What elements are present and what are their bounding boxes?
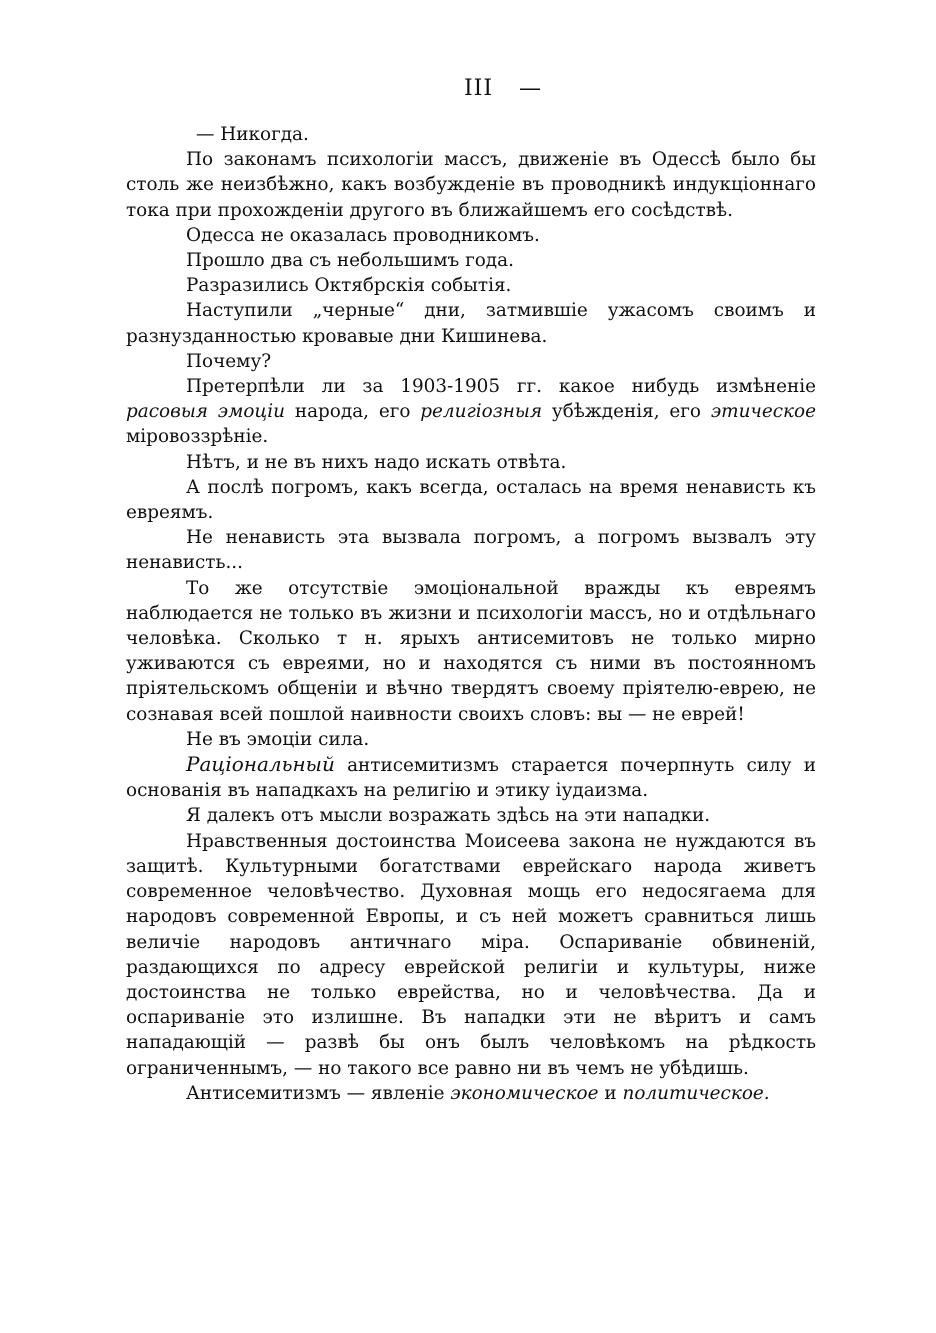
italic-text: Раціональный [186, 752, 335, 777]
paragraph [126, 248, 816, 273]
italic-text: этическое [710, 401, 816, 423]
paragraph [126, 349, 816, 374]
paragraph [126, 727, 816, 752]
paragraph [126, 475, 816, 525]
text-run: А послѣ погромъ, какъ всегда, осталась на время ненависть къ евреямъ. [126, 476, 816, 524]
text-run: и [598, 1082, 623, 1104]
page-header [0, 76, 936, 101]
paragraph [126, 147, 816, 223]
text-run: Претерпѣли ли за 1903-1905 гг. какое нибудь измѣненіе [186, 376, 816, 398]
body-text [126, 122, 816, 1106]
paragraph [126, 1081, 816, 1106]
italic-text: политическое. [622, 1082, 770, 1104]
page-number-dash: — [519, 76, 543, 101]
paragraph [126, 752, 816, 803]
paragraph [126, 803, 816, 828]
text-run: По законамъ психологіи массъ, движеніе въ Одессѣ было бы столь же неизбѣжно, какъ возбужденіе въ проводникѣ индукціоннаго тока при прохожденіи другого въ ближайшемъ его сосѣдствѣ. [126, 149, 816, 221]
text-run: Не ненависть эта вызвала погромъ, а погромъ вызвалъ эту ненависть... [126, 527, 816, 574]
text-run: убѣжденія, его [542, 401, 711, 423]
paragraph [126, 450, 816, 475]
text-run: — Никогда. [196, 124, 309, 145]
text-run: Одесса не оказалась проводникомъ. [186, 224, 540, 246]
paragraph [126, 223, 816, 248]
text-run: Антисемитизмъ — явленіе [186, 1082, 451, 1104]
text-run: Нравственныя достоинства Моисеева закона не нуждаются въ защитѣ. Культурными богатствами еврейскаго народа живетъ современное человѣчество. Духовная мощь его недосягаема для народовъ современной Европы, и съ ней можетъ сравниться лишь величіе народовъ античнаго міра. Оспариваніе обвиненій, раздающихся по адресу еврейской религіи и культуры, ниже достоинства не только еврейства, но и человѣчества. Да и оспариваніе это излишне. Въ нападки эти не вѣритъ и самъ нападающій — развѣ бы онъ былъ человѣкомъ на рѣдкость ограниченнымъ, — но такого все равно ни въ чемъ не убѣдишь. [126, 830, 816, 1079]
text-run: То же отсутствіе эмоціональной вражды къ евреямъ наблюдается не только въ жизни и психологіи массъ, но и отдѣльнаго человѣка. Сколько т н. ярыхъ антисемитовъ не только мирно уживаются съ евреями, но и находятся съ ними въ постоянномъ пріятельскомъ общеніи и вѣчно твердятъ своему пріятелю-еврею, не сознавая всей пошлой наивности своихъ словъ: вы — не еврей! [126, 577, 816, 725]
paragraph [126, 273, 816, 298]
italic-text: расовыя эмоціи [126, 401, 285, 423]
text-run: антисемитизмъ старается почерпнуть силу и основанія въ нападкахъ на религію и этику іудаизма. [126, 755, 816, 802]
text-run: Я далекъ отъ мысли возражать здѣсь на эти нападки. [186, 805, 711, 827]
paragraph [126, 122, 816, 147]
paragraph [126, 525, 816, 575]
text-run: міровоззрѣніе. [126, 426, 269, 448]
paragraph [126, 576, 816, 727]
text-run: Разразились Октябрскія событія. [186, 275, 512, 297]
paragraph [126, 298, 816, 348]
text-run: народа, его [284, 401, 421, 423]
paragraph [126, 374, 816, 450]
text-run: Почему? [186, 350, 272, 372]
italic-text: религіозныя [420, 401, 543, 423]
paragraph [126, 829, 816, 1081]
text-run: Наступили „черные“ дни, затмившіе ужасомъ своимъ и разнузданностью кровавые дни Кишинева. [126, 300, 816, 347]
italic-text: экономическое [450, 1082, 599, 1104]
text-run: Нѣтъ, и не въ нихъ надо искать отвѣта. [186, 451, 567, 473]
page-number: III [463, 76, 494, 101]
text-run: Прошло два съ небольшимъ года. [186, 250, 514, 272]
text-run: Не въ эмоціи сила. [186, 728, 370, 750]
